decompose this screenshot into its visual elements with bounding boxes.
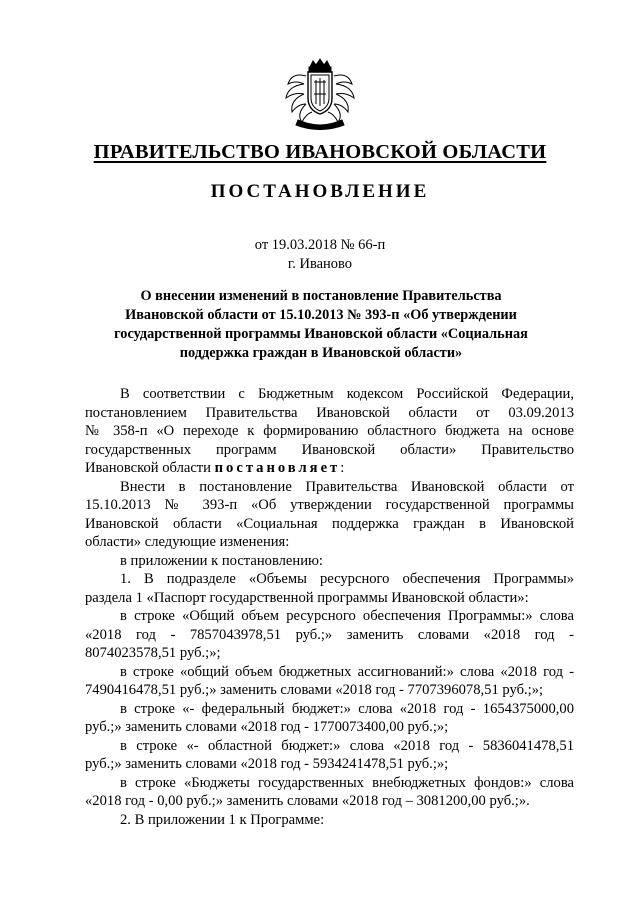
body-text-fragment: Ивановской области	[85, 460, 215, 476]
body-text-fragment: :	[340, 460, 345, 476]
body-line: В соответствии с Бюджетным кодексом Российской Федерации,	[120, 386, 574, 402]
body-line: государственных программ Ивановской области» Правительство	[85, 441, 574, 458]
body-line: 1. В подразделе «Объемы ресурсного обеспечения Программы»	[120, 571, 574, 587]
body-line: в строке «общий объем бюджетных ассигнований:» слова «2018 год -	[120, 663, 574, 680]
body-line: в строке «Бюджеты государственных внебюджетных фондов:» слова	[120, 774, 574, 791]
document-city: г. Иваново	[287, 256, 353, 272]
body-line: области» следующие изменения:	[85, 534, 290, 550]
body-line: «2018 год - 7857043978,51 руб.;» заменить словами «2018 год -	[85, 626, 574, 643]
document-date-number: от 19.03.2018 № 66-п	[254, 237, 386, 253]
body-line: № 358-п «О переходе к формированию областного бюджета на основе	[85, 423, 574, 439]
resolves-word: постановляет	[214, 460, 341, 476]
body-line: в строке «Общий объем ресурсного обеспечения Программы:» слова	[120, 608, 574, 624]
body-line: 15.10.2013 № 393-п «Об утверждении государственной программы	[85, 497, 574, 513]
document-body	[85, 385, 574, 829]
body-line: руб.;» заменить словами «2018 год - 5934241478,51 руб.;»;	[85, 756, 449, 772]
body-line: 7490416478,51 руб.;» заменить словами «2018 год - 7707396078,51 руб.;»;	[85, 682, 544, 698]
body-line: постановлением Правительства Ивановской области от 03.09.2013	[85, 404, 574, 421]
body-line: в приложении к постановлению:	[120, 552, 323, 569]
body-line: руб.;» заменить словами «2018 год - 1770073400,00 руб.;»;	[85, 719, 449, 735]
subject-line: О внесении изменений в постановление Правительства	[140, 288, 502, 304]
subject-line: поддержка граждан в Ивановской области»	[179, 345, 463, 361]
body-line	[85, 459, 574, 478]
body-line: раздела 1 «Паспорт государственной программы Ивановской области»:	[85, 589, 529, 606]
document-subject	[90, 287, 552, 363]
body-line: в строке «- федеральный бюджет:» слова «2018 год - 1654375000,00	[120, 700, 574, 717]
body-line: 8074023578,51 руб.;»;	[85, 645, 221, 661]
subject-line: государственной программы Ивановской области «Социальная	[114, 326, 528, 342]
body-line: «2018 год - 0,00 руб.;» заменить словами «2018 год – 3081200,00 руб.;».	[85, 793, 530, 809]
government-title: ПРАВИТЕЛЬСТВО ИВАНОВСКОЙ ОБЛАСТИ	[93, 141, 547, 163]
document-type-title: ПОСТАНОВЛЕНИЕ	[210, 181, 430, 202]
body-line: Внести в постановление Правительства Ивановской области от	[120, 478, 574, 495]
coat-of-arms-emblem	[282, 58, 358, 130]
subject-line: Ивановской области от 15.10.2013 № 393-п «Об утверждении	[125, 307, 517, 323]
body-line: Ивановской области «Социальная поддержка граждан в Ивановской	[85, 515, 574, 532]
body-line: 2. В приложении 1 к Программе:	[120, 811, 325, 828]
body-line: в строке «- областной бюджет:» слова «2018 год - 5836041478,51	[120, 737, 574, 754]
